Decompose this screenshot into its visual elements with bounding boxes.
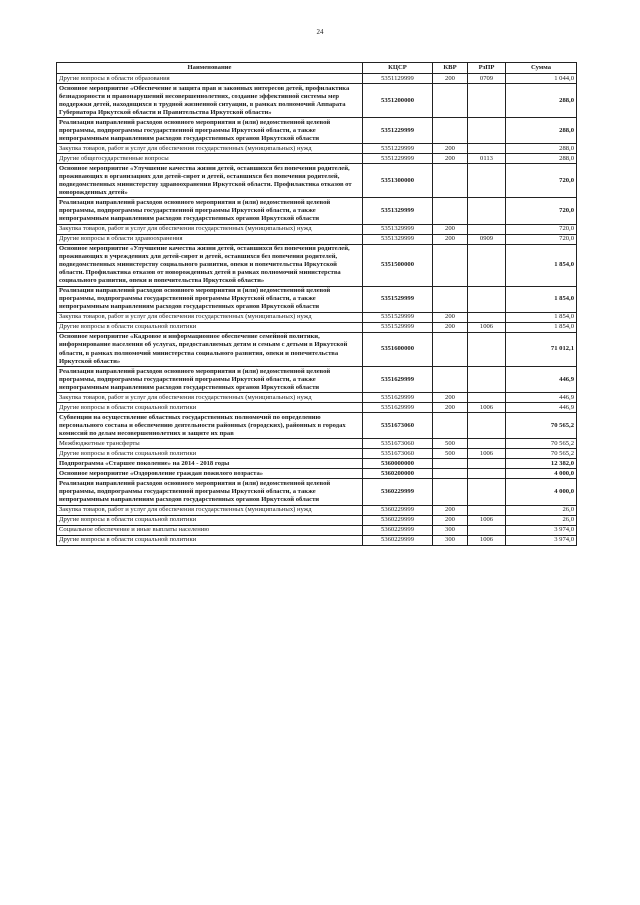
cell-rzpr: 0113 <box>468 154 506 164</box>
cell-sum: 4 000,0 <box>506 469 577 479</box>
cell-rzpr <box>468 393 506 403</box>
cell-kcsr: 5351229999 <box>363 154 433 164</box>
cell-rzpr: 1006 <box>468 535 506 545</box>
table-row <box>57 312 577 322</box>
cell-sum: 720,0 <box>506 198 577 224</box>
cell-rzpr <box>468 118 506 144</box>
cell-name: Межбюджетные трансферты <box>57 439 363 449</box>
cell-name: Закупка товаров, работ и услуг для обеспечения государственных (муниципальных) нужд <box>57 224 363 234</box>
cell-sum: 446,9 <box>506 403 577 413</box>
cell-kcsr: 5360229999 <box>363 535 433 545</box>
cell-kvr <box>433 286 468 312</box>
table-row <box>57 198 577 224</box>
cell-sum: 446,9 <box>506 367 577 393</box>
cell-kvr: 200 <box>433 505 468 515</box>
cell-sum: 12 382,0 <box>506 459 577 469</box>
table-header-row <box>57 63 577 74</box>
cell-kcsr: 5351229999 <box>363 144 433 154</box>
cell-sum: 288,0 <box>506 84 577 118</box>
table-row <box>57 118 577 144</box>
budget-table <box>56 62 577 546</box>
cell-kcsr: 5360200000 <box>363 469 433 479</box>
cell-rzpr <box>468 84 506 118</box>
table-row <box>57 154 577 164</box>
cell-kvr <box>433 479 468 505</box>
header-name: Наименование <box>57 63 363 74</box>
header-kvr: КВР <box>433 63 468 74</box>
cell-kcsr: 5351629999 <box>363 403 433 413</box>
cell-kcsr: 5351529999 <box>363 322 433 332</box>
cell-name: Закупка товаров, работ и услуг для обеспечения государственных (муниципальных) нужд <box>57 393 363 403</box>
cell-kvr: 200 <box>433 515 468 525</box>
table-row <box>57 286 577 312</box>
cell-kvr: 300 <box>433 535 468 545</box>
cell-sum: 1 854,0 <box>506 312 577 322</box>
table-row <box>57 164 577 198</box>
cell-name: Основное мероприятие «Обеспечение и защита прав и законных интересов детей, профилактика безнадзорности и правонарушений несовершеннолетних, создание эффективной системы мер поддержки детей, находящихся в трудной жизненной ситуации, в рамках полномочий Аппарата Губернатора Иркутской области и Правительства Иркутской области» <box>57 84 363 118</box>
table-row <box>57 403 577 413</box>
cell-name: Другие вопросы в области здравоохранения <box>57 234 363 244</box>
cell-rzpr <box>468 459 506 469</box>
table-row <box>57 74 577 84</box>
cell-kcsr: 5360229999 <box>363 525 433 535</box>
cell-rzpr <box>468 164 506 198</box>
cell-sum: 720,0 <box>506 164 577 198</box>
cell-rzpr: 0909 <box>468 234 506 244</box>
cell-kvr <box>433 118 468 144</box>
cell-name: Основное мероприятие «Кадровое и информационное обеспечение семейной политики, информирование населения об услугах, предоставляемых детям и семьям с детьми в Иркутской области, в рамках полномочий министерства социального развития, опеки и попечительства Иркутской области» <box>57 332 363 366</box>
cell-sum: 3 974,0 <box>506 525 577 535</box>
cell-rzpr <box>468 367 506 393</box>
cell-kvr: 200 <box>433 393 468 403</box>
cell-kcsr: 5351529999 <box>363 286 433 312</box>
cell-name: Основное мероприятие «Улучшение качества жизни детей, оставшихся без попечения родителей, проживающих в организациях для детей-сирот и детей, оставшихся без попечения родителей, подведомственных министерству здравоохранения Иркутской области. Профилактика отказов от новорожденных детей» <box>57 164 363 198</box>
cell-kcsr: 5351673060 <box>363 413 433 439</box>
cell-kvr: 500 <box>433 449 468 459</box>
cell-kvr: 200 <box>433 154 468 164</box>
table-row <box>57 393 577 403</box>
cell-sum: 4 000,0 <box>506 479 577 505</box>
cell-kcsr: 5351629999 <box>363 393 433 403</box>
cell-rzpr <box>468 413 506 439</box>
cell-sum: 26,0 <box>506 515 577 525</box>
cell-sum: 446,9 <box>506 393 577 403</box>
header-rzpr: РзПР <box>468 63 506 74</box>
cell-kcsr: 5351629999 <box>363 367 433 393</box>
cell-kcsr: 5351329999 <box>363 234 433 244</box>
table-row <box>57 244 577 286</box>
table-row <box>57 413 577 439</box>
cell-rzpr <box>468 525 506 535</box>
cell-kvr: 200 <box>433 74 468 84</box>
cell-name: Другие общегосударственные вопросы <box>57 154 363 164</box>
table-row <box>57 459 577 469</box>
cell-kvr <box>433 164 468 198</box>
table-row <box>57 367 577 393</box>
cell-name: Основное мероприятие «Улучшение качества жизни детей, оставшихся без попечения родителей, проживающих в учреждениях для детей-сирот и детей, оставшихся без попечения родителей, подведомственных министерству социального развития, опеки и попечительства Иркутской области. Профилактика отказов от новорожденных детей в рамках полномочий министерства социального развития, опеки и попечительства Иркутской области» <box>57 244 363 286</box>
cell-sum: 1 044,0 <box>506 74 577 84</box>
cell-name: Реализация направлений расходов основного мероприятия и (или) ведомственной целевой программы, подпрограммы государственной программы Иркутской области, а также непрограммным направлениям расходов государственных органов Иркутской области <box>57 367 363 393</box>
cell-rzpr <box>468 286 506 312</box>
cell-kvr: 200 <box>433 322 468 332</box>
cell-rzpr <box>468 224 506 234</box>
cell-rzpr <box>468 439 506 449</box>
cell-name: Реализация направлений расходов основного мероприятия и (или) ведомственной целевой программы, подпрограммы государственной программы Иркутской области, а также непрограммным направлениям расходов государственных органов Иркутской области <box>57 286 363 312</box>
cell-kvr: 200 <box>433 224 468 234</box>
cell-kcsr: 5351229999 <box>363 118 433 144</box>
cell-kvr: 200 <box>433 144 468 154</box>
header-kcsr: КЦСР <box>363 63 433 74</box>
cell-rzpr <box>468 198 506 224</box>
table-row <box>57 332 577 366</box>
cell-name: Закупка товаров, работ и услуг для обеспечения государственных (муниципальных) нужд <box>57 312 363 322</box>
cell-kcsr: 5360229999 <box>363 515 433 525</box>
cell-sum: 288,0 <box>506 144 577 154</box>
cell-name: Реализация направлений расходов основного мероприятия и (или) ведомственной целевой программы, подпрограммы государственной программы Иркутской области, а также непрограммным направлениям расходов государственных органов Иркутской области <box>57 198 363 224</box>
cell-name: Реализация направлений расходов основного мероприятия и (или) ведомственной целевой программы, подпрограммы государственной программы Иркутской области, а также непрограммным направлениям расходов государственных органов Иркутской области <box>57 118 363 144</box>
cell-name: Другие вопросы в области социальной политики <box>57 449 363 459</box>
table-row <box>57 535 577 545</box>
table-row <box>57 479 577 505</box>
cell-name: Другие вопросы в области социальной политики <box>57 403 363 413</box>
cell-sum: 288,0 <box>506 118 577 144</box>
cell-kcsr: 5351329999 <box>363 198 433 224</box>
header-sum: Сумма <box>506 63 577 74</box>
cell-name: Другие вопросы в области социальной политики <box>57 322 363 332</box>
cell-sum: 1 854,0 <box>506 286 577 312</box>
cell-sum: 1 854,0 <box>506 322 577 332</box>
cell-sum: 720,0 <box>506 234 577 244</box>
cell-kcsr: 5360229999 <box>363 479 433 505</box>
cell-rzpr <box>468 469 506 479</box>
cell-kcsr: 5351329999 <box>363 224 433 234</box>
cell-rzpr <box>468 244 506 286</box>
cell-name: Реализация направлений расходов основного мероприятия и (или) ведомственной целевой программы, подпрограммы государственной программы Иркутской области, а также непрограммным направлениям расходов государственных органов Иркутской области <box>57 479 363 505</box>
cell-kcsr: 5351200000 <box>363 84 433 118</box>
cell-kvr <box>433 459 468 469</box>
cell-kvr <box>433 84 468 118</box>
cell-kvr <box>433 469 468 479</box>
cell-kvr: 500 <box>433 439 468 449</box>
cell-sum: 70 565,2 <box>506 449 577 459</box>
cell-kcsr: 5360000000 <box>363 459 433 469</box>
table-row <box>57 144 577 154</box>
cell-kvr: 300 <box>433 525 468 535</box>
cell-rzpr: 1006 <box>468 403 506 413</box>
table-row <box>57 449 577 459</box>
cell-rzpr <box>468 479 506 505</box>
cell-sum: 71 012,1 <box>506 332 577 366</box>
page-number: 24 <box>316 28 324 36</box>
cell-name: Подпрограмма «Старшее поколение» на 2014 - 2018 годы <box>57 459 363 469</box>
cell-kvr: 200 <box>433 403 468 413</box>
cell-kvr <box>433 367 468 393</box>
cell-rzpr <box>468 505 506 515</box>
cell-rzpr: 1006 <box>468 449 506 459</box>
table-row <box>57 505 577 515</box>
cell-kvr: 200 <box>433 312 468 322</box>
cell-name: Другие вопросы в области образования <box>57 74 363 84</box>
cell-kcsr: 5351500000 <box>363 244 433 286</box>
cell-rzpr: 0709 <box>468 74 506 84</box>
cell-sum: 26,0 <box>506 505 577 515</box>
table-row <box>57 322 577 332</box>
cell-kcsr: 5351129999 <box>363 74 433 84</box>
table-body <box>57 74 577 546</box>
cell-rzpr <box>468 144 506 154</box>
cell-kvr: 200 <box>433 234 468 244</box>
cell-rzpr: 1006 <box>468 515 506 525</box>
cell-kcsr: 5360229999 <box>363 505 433 515</box>
table-row <box>57 515 577 525</box>
cell-kcsr: 5351600000 <box>363 332 433 366</box>
cell-sum: 1 854,0 <box>506 244 577 286</box>
cell-sum: 70 565,2 <box>506 439 577 449</box>
cell-kcsr: 5351673060 <box>363 439 433 449</box>
cell-name: Основное мероприятие «Оздоровление граждан пожилого возраста» <box>57 469 363 479</box>
cell-kcsr: 5351300000 <box>363 164 433 198</box>
cell-kvr <box>433 332 468 366</box>
table-row <box>57 224 577 234</box>
cell-name: Закупка товаров, работ и услуг для обеспечения государственных (муниципальных) нужд <box>57 144 363 154</box>
table-row <box>57 469 577 479</box>
cell-sum: 70 565,2 <box>506 413 577 439</box>
cell-name: Другие вопросы в области социальной политики <box>57 515 363 525</box>
cell-kcsr: 5351673060 <box>363 449 433 459</box>
cell-rzpr: 1006 <box>468 322 506 332</box>
cell-name: Другие вопросы в области социальной политики <box>57 535 363 545</box>
cell-kvr <box>433 198 468 224</box>
cell-kcsr: 5351529999 <box>363 312 433 322</box>
cell-rzpr <box>468 332 506 366</box>
cell-rzpr <box>468 312 506 322</box>
cell-kvr <box>433 413 468 439</box>
cell-name: Закупка товаров, работ и услуг для обеспечения государственных (муниципальных) нужд <box>57 505 363 515</box>
cell-sum: 720,0 <box>506 224 577 234</box>
table-row <box>57 525 577 535</box>
cell-kvr <box>433 244 468 286</box>
table-row <box>57 234 577 244</box>
cell-sum: 288,0 <box>506 154 577 164</box>
cell-name: Субвенции на осуществление областных государственных полномочий по определению персонального состава и обеспечению деятельности районных (городских), районных в городах комиссий по делам несовершеннолетних и защите их прав <box>57 413 363 439</box>
cell-sum: 3 974,0 <box>506 535 577 545</box>
cell-name: Социальное обеспечение и иные выплаты населению <box>57 525 363 535</box>
table-row <box>57 84 577 118</box>
table-row <box>57 439 577 449</box>
